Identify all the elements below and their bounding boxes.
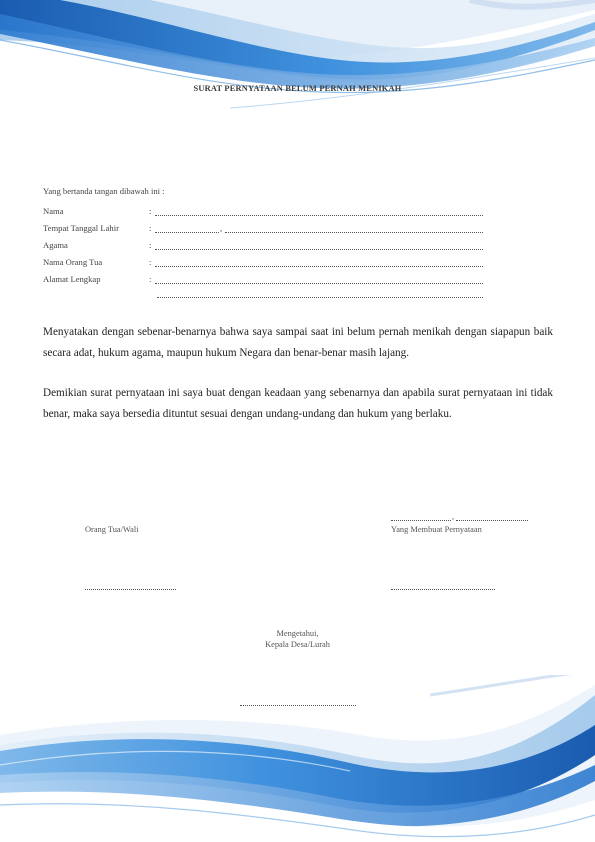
field-input-orang-tua[interactable]: [155, 266, 483, 267]
field-row-ttl: [43, 223, 483, 235]
field-label-orang-tua: Nama Orang Tua: [43, 257, 103, 267]
village-head-label: Kepala Desa/Lurah: [265, 640, 330, 649]
field-colon: :: [149, 240, 152, 250]
field-input-alamat-line2[interactable]: [157, 297, 483, 298]
field-row-alamat: [43, 274, 483, 286]
field-colon: :: [149, 206, 152, 216]
field-label-agama: Agama: [43, 240, 68, 250]
field-input-nama[interactable]: [155, 215, 483, 216]
date-comma: ,: [452, 512, 455, 521]
statement-paragraph: Menyatakan dengan sebenar-benarnya bahwa saya sampai saat ini belum pernah menikah dengan siapapun baik secara adat, hukum agama, maupun hukum Negara dan benar-benar masih lajang.: [43, 326, 553, 359]
guardian-label: Orang Tua/Wali: [85, 525, 139, 534]
field-input-alamat[interactable]: [155, 283, 483, 284]
guardian-signature-line[interactable]: [85, 589, 176, 590]
field-label-ttl: Tempat Tanggal Lahir: [43, 223, 119, 233]
field-row-nama: [43, 206, 483, 218]
field-input-agama[interactable]: [155, 249, 483, 250]
field-input-tempat-lahir[interactable]: [155, 232, 219, 233]
field-comma: ,: [220, 223, 223, 233]
date-input[interactable]: [456, 520, 528, 521]
bottom-wave-decoration: [0, 675, 595, 842]
field-input-tanggal-lahir[interactable]: [225, 232, 483, 233]
top-wave-decoration: [0, 0, 595, 110]
closing-paragraph: Demikian surat pernyataan ini saya buat dengan keadaan yang sebenarnya dan apabila surat pernyataan ini tidak benar, maka saya bersedia dituntut sesuai dengan undang-undang dan hukum yang berlaku.: [43, 387, 553, 420]
intro-text: Yang bertanda tangan dibawah ini :: [43, 186, 165, 196]
field-label-alamat: Alamat Lengkap: [43, 274, 101, 284]
field-colon: :: [149, 223, 152, 233]
field-row-orang-tua: [43, 257, 483, 269]
document-title: SURAT PERNYATAAN BELUM PERNAH MENIKAH: [193, 84, 402, 93]
field-colon: :: [149, 274, 152, 284]
field-label-nama: Nama: [43, 206, 64, 216]
declarant-signature-line[interactable]: [391, 589, 495, 590]
field-row-agama: [43, 240, 483, 252]
place-input[interactable]: [391, 520, 451, 521]
declarant-label: Yang Membuat Pernyataan: [391, 525, 482, 534]
field-colon: :: [149, 257, 152, 267]
acknowledge-text: Mengetahui,: [276, 629, 319, 638]
